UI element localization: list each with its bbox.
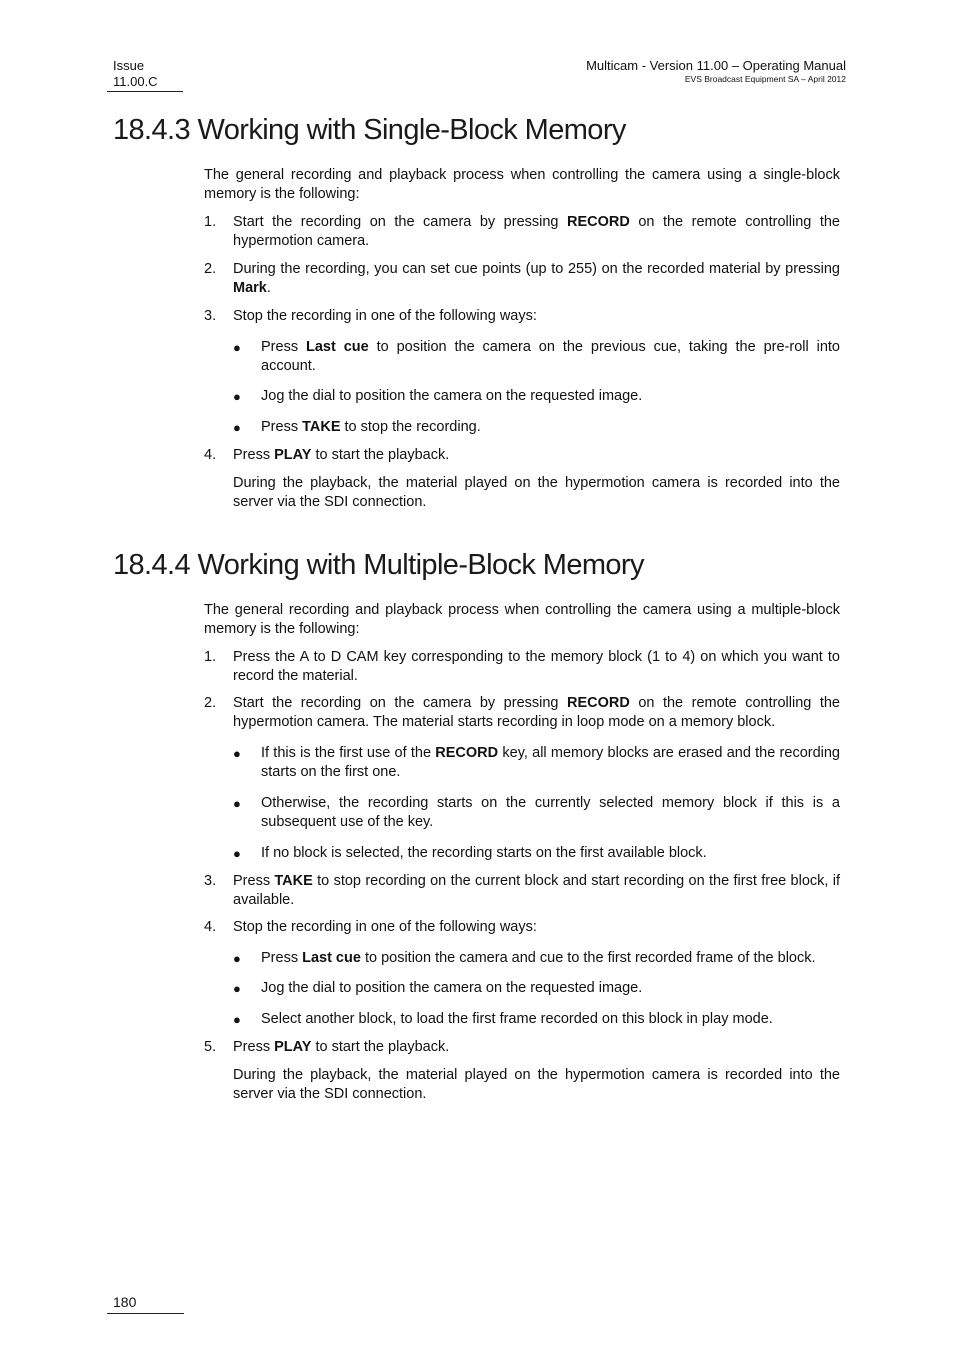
step-keyword: TAKE <box>274 873 313 889</box>
step-keyword: PLAY <box>274 1039 312 1055</box>
bullet-icon: ● <box>233 846 241 861</box>
step-text: Press the A to D CAM key corresponding to the memory block (1 to 4) on which you want to record the material. <box>233 649 840 684</box>
bullet-text: to position the camera on the previous cue, taking the pre-roll into account. <box>261 339 840 374</box>
step-number: 5. <box>204 1039 217 1055</box>
step-number: 1. <box>204 214 217 230</box>
bullet-text: Press <box>261 950 303 966</box>
step-text: Press <box>233 1039 275 1055</box>
bullet-text: Otherwise, the recording starts on the currently selected memory block if this is a subsequent use of the key. <box>261 795 840 830</box>
intro-paragraph: The general recording and playback process when controlling the camera using a multiple-block memory is the following: <box>204 602 840 637</box>
step-item <box>204 872 840 910</box>
header-issue <box>113 58 158 90</box>
bullet-keyword: RECORD <box>435 745 499 761</box>
bullet-text: key, all memory blocks are erased and the recording starts on the first one. <box>261 745 840 780</box>
step-text: Start the recording on the camera by pressing <box>233 214 567 230</box>
bullet-text: Press <box>261 419 303 435</box>
step-text: Start the recording on the camera by pressing <box>233 695 567 711</box>
section-body-multiple-block <box>204 601 840 1104</box>
step-number: 3. <box>204 308 217 324</box>
step-item <box>204 260 840 298</box>
bullet-text: Press <box>261 339 306 355</box>
step-text: . <box>266 280 271 296</box>
step-number: 1. <box>204 649 217 665</box>
section-heading-single-block: 18.4.3 Working with Single-Block Memory <box>113 114 626 146</box>
bullet-item <box>204 949 840 968</box>
step-item <box>204 1038 840 1057</box>
issue-number: 11.00.C <box>113 74 158 89</box>
step-text: to start the playback. <box>311 1039 450 1055</box>
step-number: 2. <box>204 695 217 711</box>
step-number: 2. <box>204 261 217 277</box>
step-number: 4. <box>204 447 217 463</box>
note-paragraph: During the playback, the material played on the hypermotion camera is recorded into the server via the SDI connection. <box>233 475 840 510</box>
step-text: on the remote controlling the hypermotion camera. <box>233 214 840 249</box>
step-text: to stop recording on the current block and start recording on the first free block, if available. <box>233 873 840 908</box>
page-number: 180 <box>113 1294 137 1310</box>
bullet-icon: ● <box>233 1012 241 1027</box>
bullet-keyword: Last cue <box>305 339 369 355</box>
step-number: 4. <box>204 919 217 935</box>
bullet-text: Jog the dial to position the camera on the requested image. <box>261 388 643 404</box>
bullet-item <box>204 844 840 863</box>
bullet-keyword: TAKE <box>302 419 341 435</box>
document-subtitle: EVS Broadcast Equipment SA – April 2012 <box>684 74 846 84</box>
step-text: to start the playback. <box>311 447 450 463</box>
bullet-text: to stop the recording. <box>340 419 481 435</box>
step-item <box>204 307 840 326</box>
step-item <box>204 213 840 251</box>
bullet-item <box>204 744 840 782</box>
bullet-text: Jog the dial to position the camera on the requested image. <box>261 980 643 996</box>
bullet-item <box>204 387 840 406</box>
section-body-single-block <box>204 166 840 512</box>
step-text: Press <box>233 447 275 463</box>
bullet-text: If this is the first use of the <box>261 745 436 761</box>
bullet-text: If no block is selected, the recording starts on the first available block. <box>261 845 707 861</box>
bullet-text: to position the camera and cue to the first recorded frame of the block. <box>360 950 816 966</box>
step-keyword: RECORD <box>566 695 630 711</box>
intro-paragraph: The general recording and playback process when controlling the camera using a single-block memory is the following: <box>204 167 840 202</box>
bullet-icon: ● <box>233 951 241 966</box>
step-item <box>204 446 840 465</box>
header-divider <box>107 91 183 92</box>
step-text: Stop the recording in one of the following ways: <box>233 308 537 324</box>
step-text: Stop the recording in one of the following ways: <box>233 919 537 935</box>
bullet-icon: ● <box>233 389 241 404</box>
note-paragraph: During the playback, the material played on the hypermotion camera is recorded into the server via the SDI connection. <box>233 1067 840 1102</box>
step-text: on the remote controlling the hypermotion camera. The material starts recording in loop mode on a memory block. <box>233 695 840 730</box>
bullet-icon: ● <box>233 981 241 996</box>
step-item <box>204 648 840 686</box>
bullet-icon: ● <box>233 796 241 811</box>
step-text: Press <box>233 873 275 889</box>
bullet-icon: ● <box>233 420 241 435</box>
section-heading-multiple-block: 18.4.4 Working with Multiple-Block Memory <box>113 549 644 581</box>
bullet-icon: ● <box>233 340 241 355</box>
bullet-item <box>204 794 840 832</box>
bullet-item <box>204 338 840 376</box>
bullet-item <box>204 1010 840 1029</box>
header-document-info <box>586 58 846 85</box>
step-keyword: Mark <box>233 280 267 296</box>
bullet-keyword: Last cue <box>302 950 361 966</box>
footer-divider <box>107 1313 184 1314</box>
step-keyword: PLAY <box>274 447 312 463</box>
step-item <box>204 694 840 732</box>
bullet-item <box>204 979 840 998</box>
bullet-item <box>204 418 840 437</box>
bullet-text: Select another block, to load the first frame recorded on this block in play mode. <box>261 1011 773 1027</box>
step-keyword: RECORD <box>566 214 630 230</box>
step-number: 3. <box>204 873 217 889</box>
issue-label: Issue <box>113 58 145 73</box>
bullet-icon: ● <box>233 746 241 761</box>
step-item <box>204 918 840 937</box>
document-title: Multicam - Version 11.00 – Operating Manual <box>586 58 846 73</box>
step-text: During the recording, you can set cue points (up to 255) on the recorded material by pressing <box>233 261 840 277</box>
